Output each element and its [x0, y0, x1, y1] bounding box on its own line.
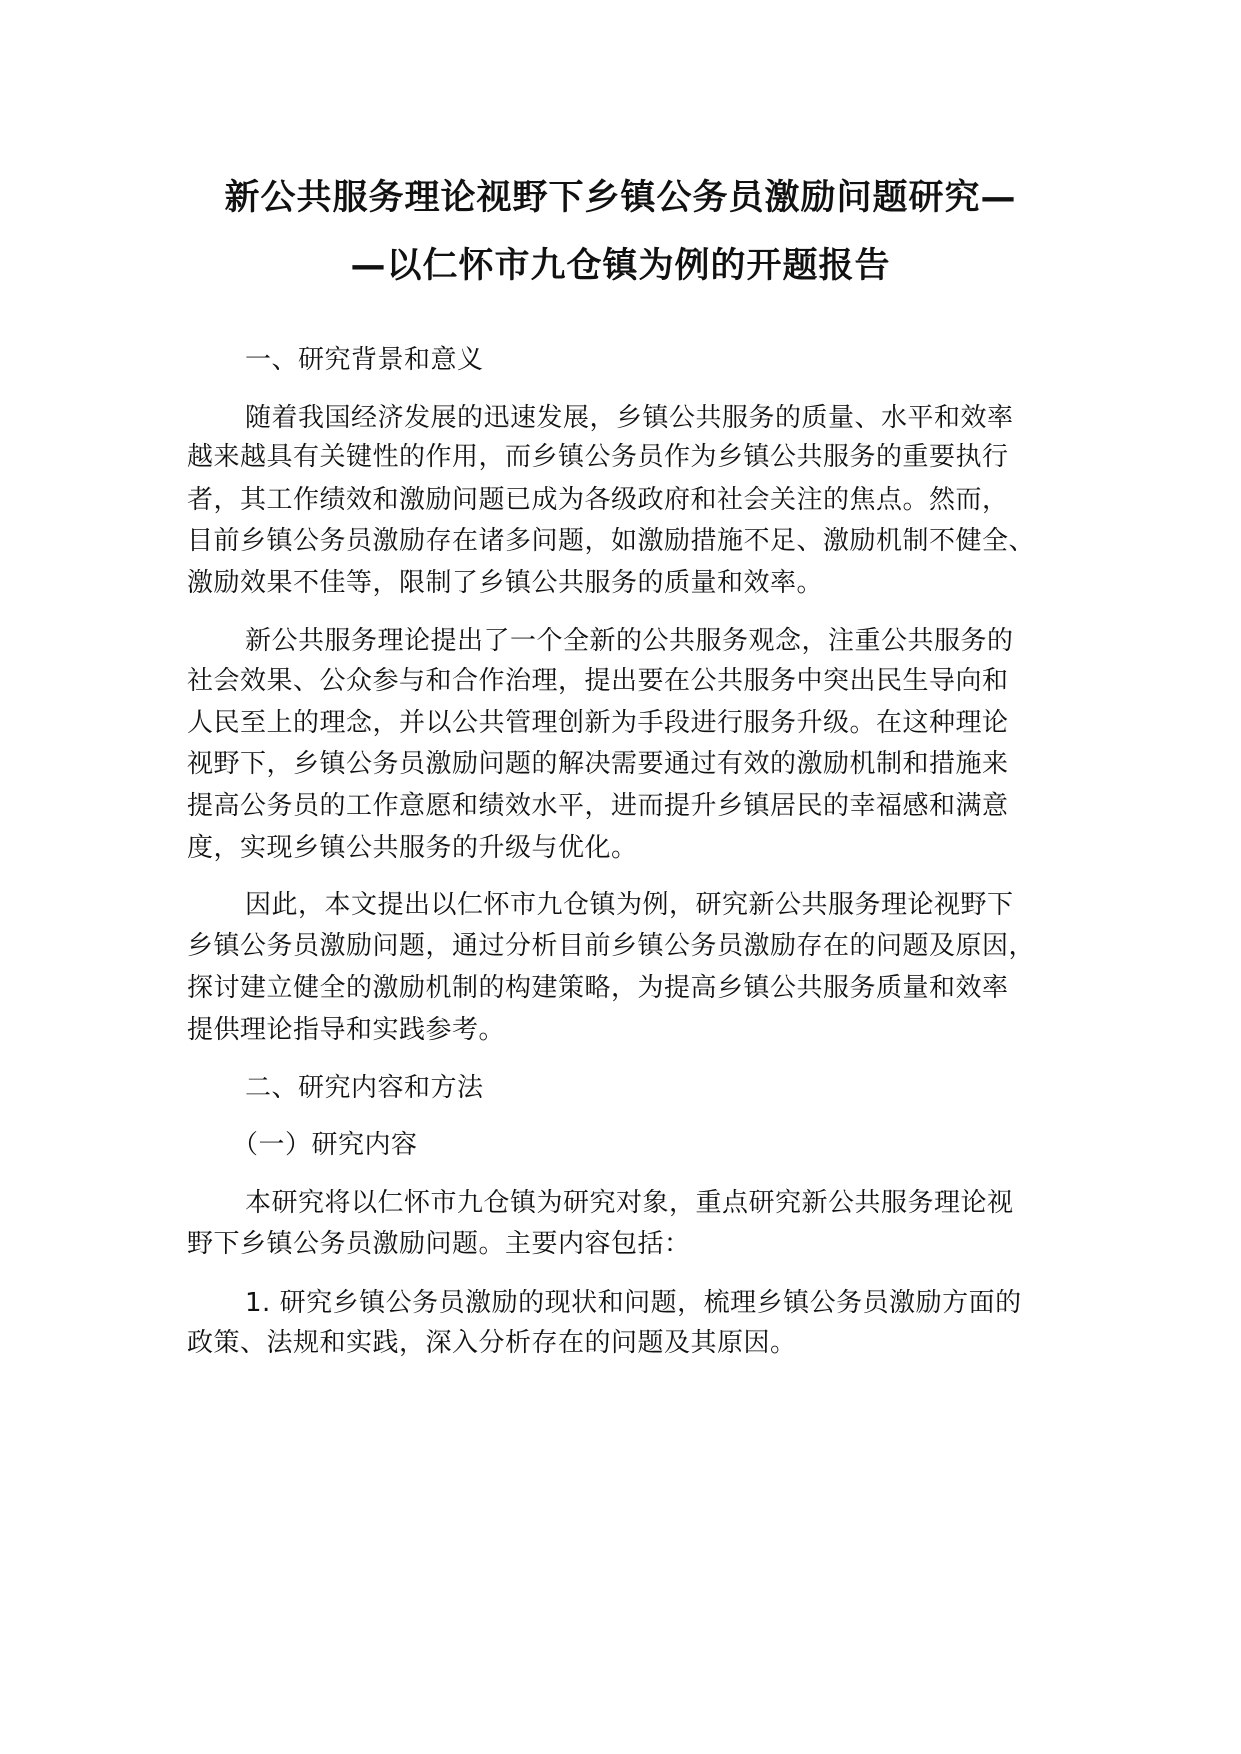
- paragraph-line: 越来越具有关键性的作用，而乡镇公务员作为乡镇公共服务的重要执行: [187, 442, 1009, 472]
- paragraph-line: 提供理论指导和实践参考。: [187, 1015, 506, 1045]
- paragraph-line: 乡镇公务员激励问题，通过分析目前乡镇公务员激励存在的问题及原因，: [187, 931, 1036, 961]
- paragraph-line: 激励效果不佳等，限制了乡镇公共服务的质量和效率。: [187, 568, 824, 598]
- paragraph-line: 人民至上的理念，并以公共管理创新为手段进行服务升级。在这种理论: [187, 708, 1009, 738]
- paragraph-line: 度，实现乡镇公共服务的升级与优化。: [187, 833, 638, 863]
- document-title-line-1: 新公共服务理论视野下乡镇公务员激励问题研究—: [224, 178, 1017, 218]
- paragraph-line: 野下乡镇公务员激励问题。主要内容包括：: [187, 1229, 691, 1259]
- section-heading-background: 一、研究背景和意义: [245, 345, 484, 375]
- paragraph-line: 随着我国经济发展的迅速发展，乡镇公共服务的质量、水平和效率: [245, 403, 1014, 433]
- subsection-heading-content: （一）研究内容: [232, 1130, 418, 1160]
- paragraph-line: 目前乡镇公务员激励存在诸多问题，如激励措施不足、激励机制不健全、: [187, 526, 1036, 556]
- paragraph-line: 因此，本文提出以仁怀市九仓镇为例，研究新公共服务理论视野下: [245, 890, 1014, 920]
- section-heading-methods: 二、研究内容和方法: [245, 1073, 484, 1103]
- paragraph-line: 新公共服务理论提出了一个全新的公共服务观念，注重公共服务的: [245, 626, 1014, 656]
- document-title-line-2: —以仁怀市九仓镇为例的开题报告: [350, 246, 891, 286]
- paragraph-line: 社会效果、公众参与和合作治理，提出要在公共服务中突出民生导向和: [187, 666, 1009, 696]
- list-item-line: 1. 研究乡镇公务员激励的现状和问题，梳理乡镇公务员激励方面的: [245, 1288, 1022, 1318]
- paragraph-line: 者，其工作绩效和激励问题已成为各级政府和社会关注的焦点。然而，: [187, 485, 1009, 515]
- paragraph-line: 本研究将以仁怀市九仓镇为研究对象，重点研究新公共服务理论视: [245, 1188, 1014, 1218]
- paragraph-line: 视野下，乡镇公务员激励问题的解决需要通过有效的激励机制和措施来: [187, 749, 1009, 779]
- paragraph-line: 提高公务员的工作意愿和绩效水平，进而提升乡镇居民的幸福感和满意: [187, 791, 1009, 821]
- list-item-line: 政策、法规和实践，深入分析存在的问题及其原因。: [187, 1328, 797, 1358]
- paragraph-line: 探讨建立健全的激励机制的构建策略，为提高乡镇公共服务质量和效率: [187, 973, 1009, 1003]
